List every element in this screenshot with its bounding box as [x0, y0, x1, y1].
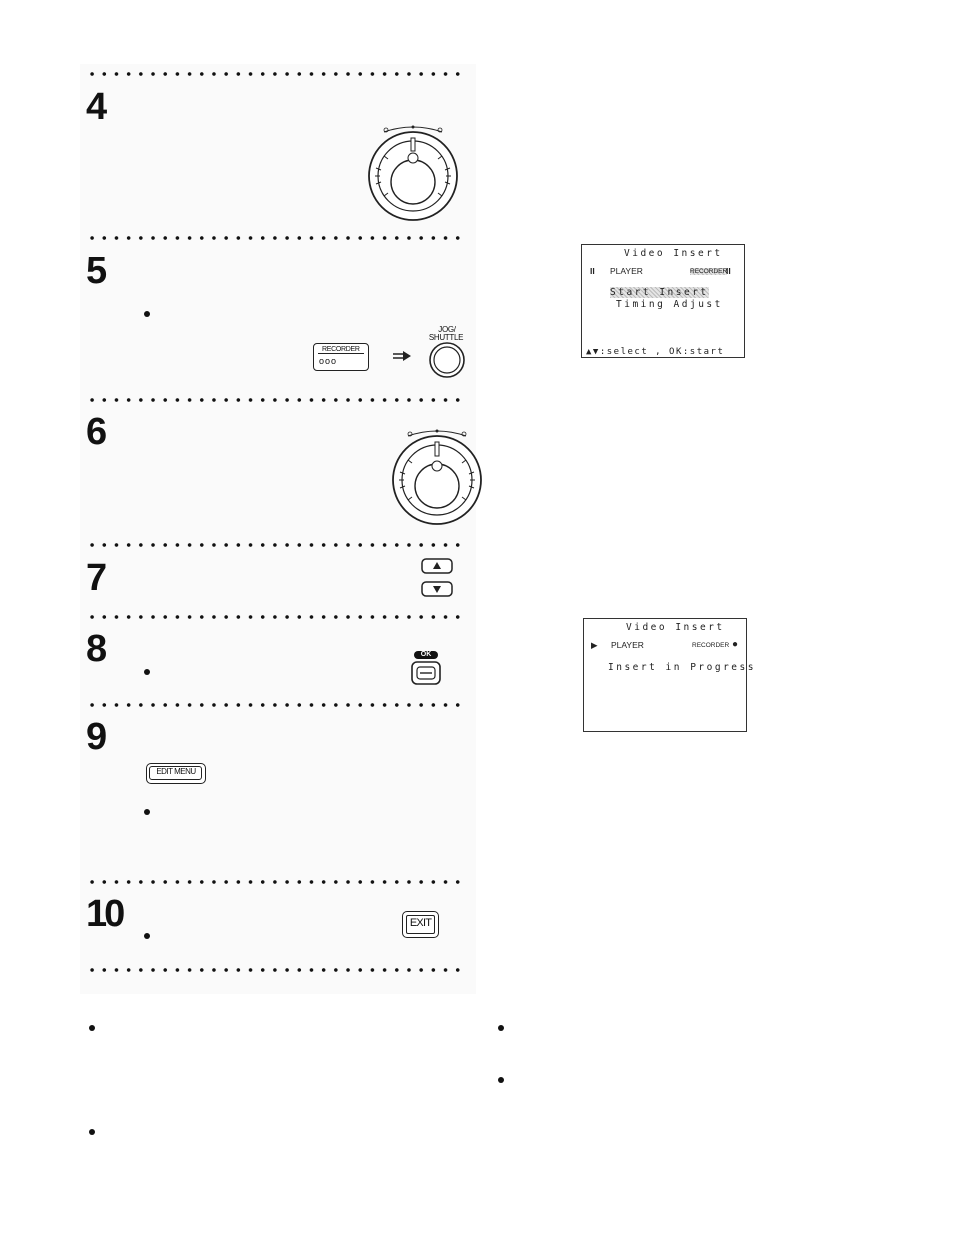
bullet	[498, 1025, 504, 1031]
bullet	[144, 809, 150, 815]
separator	[86, 236, 466, 240]
separator	[86, 703, 466, 707]
step-number-7: 7	[86, 557, 107, 599]
ok-button[interactable]	[411, 661, 441, 685]
edit-menu-button[interactable]	[146, 763, 206, 784]
on-screen-display-insert-progress	[583, 618, 756, 732]
bullet	[498, 1077, 504, 1083]
player-label: PLAYER	[610, 266, 643, 276]
menu-option-timing-adjust[interactable]: Timing Adjust	[616, 299, 723, 310]
menu-option-start-insert[interactable]: Start Insert	[610, 287, 709, 298]
ok-label: OK	[420, 651, 432, 658]
step-number-10: 10	[86, 893, 123, 935]
screen-title: Video Insert	[624, 248, 723, 259]
edit-menu-button-label: EDIT MENU	[156, 767, 196, 776]
bullet	[144, 311, 150, 317]
separator	[86, 968, 466, 972]
recorder-button-indicators: ooo	[319, 356, 338, 366]
jog-shuttle-button[interactable]	[428, 341, 466, 379]
recorder-button[interactable]	[313, 343, 369, 371]
step-number-8: 8	[86, 628, 107, 670]
jog-shuttle-dial-icon	[388, 424, 486, 528]
exit-button-label: EXIT	[409, 917, 432, 929]
separator	[86, 398, 466, 402]
recorder-label: RECORDER	[690, 268, 728, 275]
screen-title: Video Insert	[626, 622, 725, 633]
bullet	[89, 1129, 95, 1135]
bullet	[89, 1025, 95, 1031]
player-status-pause-icon: II	[590, 266, 595, 276]
recorder-button-label: RECORDER	[322, 346, 360, 353]
step-number-5: 5	[86, 250, 107, 292]
step-number-4: 4	[86, 86, 107, 128]
separator	[86, 72, 466, 76]
separator	[86, 615, 466, 619]
jog-shuttle-label	[427, 326, 467, 342]
step-number-6: 6	[86, 411, 107, 453]
on-screen-display-video-insert	[581, 244, 745, 358]
screen-message: Insert in Progress	[608, 662, 756, 673]
recorder-status-record-icon: ●	[732, 639, 739, 650]
player-status-play-icon: ▶	[591, 640, 598, 650]
arrow-right-icon	[392, 350, 412, 362]
separator	[86, 880, 466, 884]
jog-shuttle-dial-icon	[364, 120, 462, 224]
jog-shuttle-label-line1: JOG/	[438, 325, 456, 334]
step-number-9: 9	[86, 716, 107, 758]
screen-footer: ▲▼:select , OK:start	[586, 347, 725, 357]
bullet	[144, 669, 150, 675]
down-arrow-button[interactable]	[421, 581, 453, 597]
bullet	[144, 933, 150, 939]
jog-shuttle-label-line2: SHUTTLE	[428, 333, 464, 342]
player-label: PLAYER	[611, 640, 644, 650]
separator	[86, 543, 466, 547]
divider	[318, 353, 364, 354]
recorder-label: RECORDER	[692, 642, 730, 649]
up-arrow-button[interactable]	[421, 558, 453, 574]
recorder-status-pause-icon: II	[726, 266, 731, 276]
exit-button[interactable]	[402, 911, 439, 938]
